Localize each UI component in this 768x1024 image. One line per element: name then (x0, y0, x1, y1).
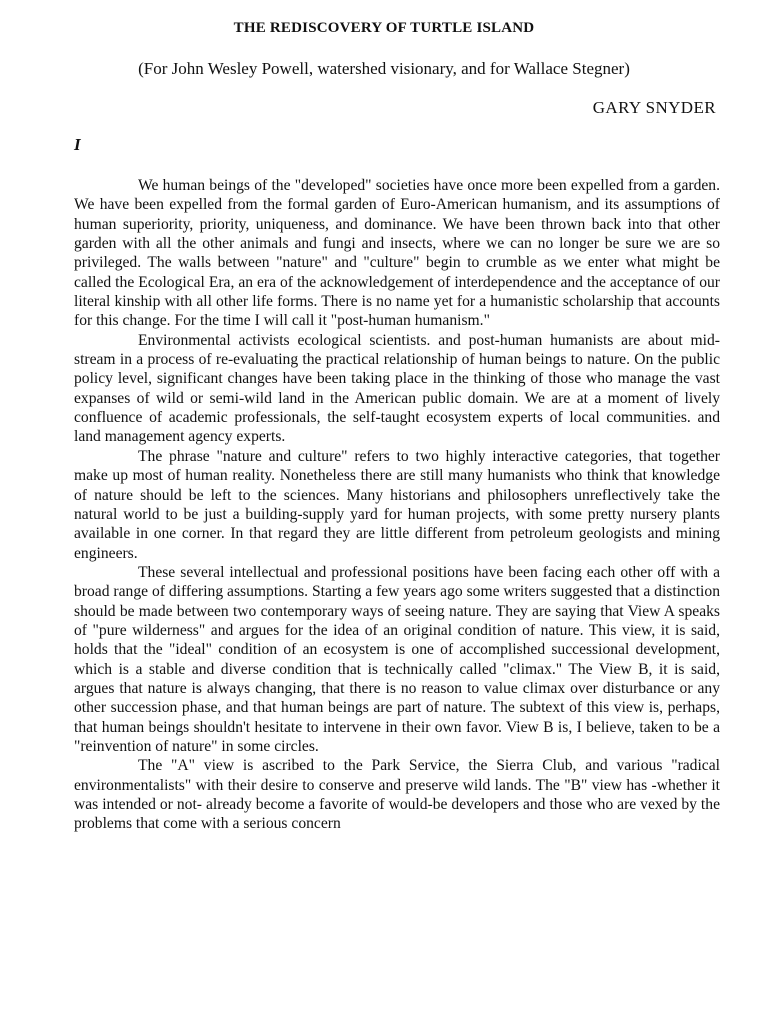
paragraph: These several intellectual and professional positions have been facing each other off with a broad range of differing assumptions. Starting a few years ago some writers suggested that a distinction should be made between two contemporary ways of seeing nature. They are saying that View A speaks of "pure wilderness" and argues for the idea of an original condition of nature. This view, it is said, holds that the "ideal" condition of an ecosystem is one of accomplished successional development, which is a stable and diverse condition that is technically called "climax." The View B, it is said, argues that nature is always changing, that there is no reason to value climax over disturbance or any other succession phase, and that human beings are part of nature. The subtext of this view is, perhaps, that human beings shouldn't hesitate to intervene in their own favor. View B is, I believe, taken to be a "reinvention of nature" in some circles. (74, 563, 720, 755)
dedication-line: (For John Wesley Powell, watershed visionary, and for Wallace Stegner) (138, 59, 630, 78)
document-title: THE REDISCOVERY OF TURTLE ISLAND (233, 20, 535, 36)
paragraph: Environmental activists ecological scientists. and post-human humanists are about mid-stream in a process of re-evaluating the practical relationship of human beings to nature. On the public policy level, significant changes have been taking place in the thinking of those who manage the vast expanses of wild or semi-wild land in the American public domain. We are at a moment of lively confluence of academic professionals, the self-taught ecosystem experts of local communities. and land management agency experts. (74, 331, 720, 446)
paragraph: We human beings of the "developed" societies have once more been expelled from a garden. We have been expelled from the formal garden of Euro-American humanism, and its assumptions of human superiority, priority, uniqueness, and dominance. We have been thrown back into that other garden with all the other animals and fungi and insects, where we can no longer be sure we are so privileged. The walls between "nature" and "culture" begin to crumble as we enter what might be called the Ecological Era, an era of the acknowledgement of interdependence and the acceptance of our literal kinship with all other life forms. There is no name yet for a humanistic scholarship that accounts for this change. For the time I will call it "post-human humanism." (74, 177, 720, 330)
paragraph: The phrase "nature and culture" refers to two highly interactive categories, that together make up most of human reality. Nonetheless there are still many humanists who think that knowledge of nature should be left to the sciences. Many historians and philosophers unreflectively take the natural world to be just a building-supply yard for human projects, with some pretty nursery plants available in one corner. In that regard they are little different from petroleum geologists and mining engineers. (74, 447, 720, 562)
body-text (74, 176, 720, 834)
section-number: I (74, 135, 81, 154)
author-name: GARY SNYDER (592, 98, 716, 117)
paragraph: The "A" view is ascribed to the Park Service, the Sierra Club, and various "radical environmentalists" with their desire to conserve and preserve wild lands. The "B" view has -whether it was intended or not- already become a favorite of would-be developers and those who are vexed by the problems that come with a serious concern (74, 757, 720, 833)
